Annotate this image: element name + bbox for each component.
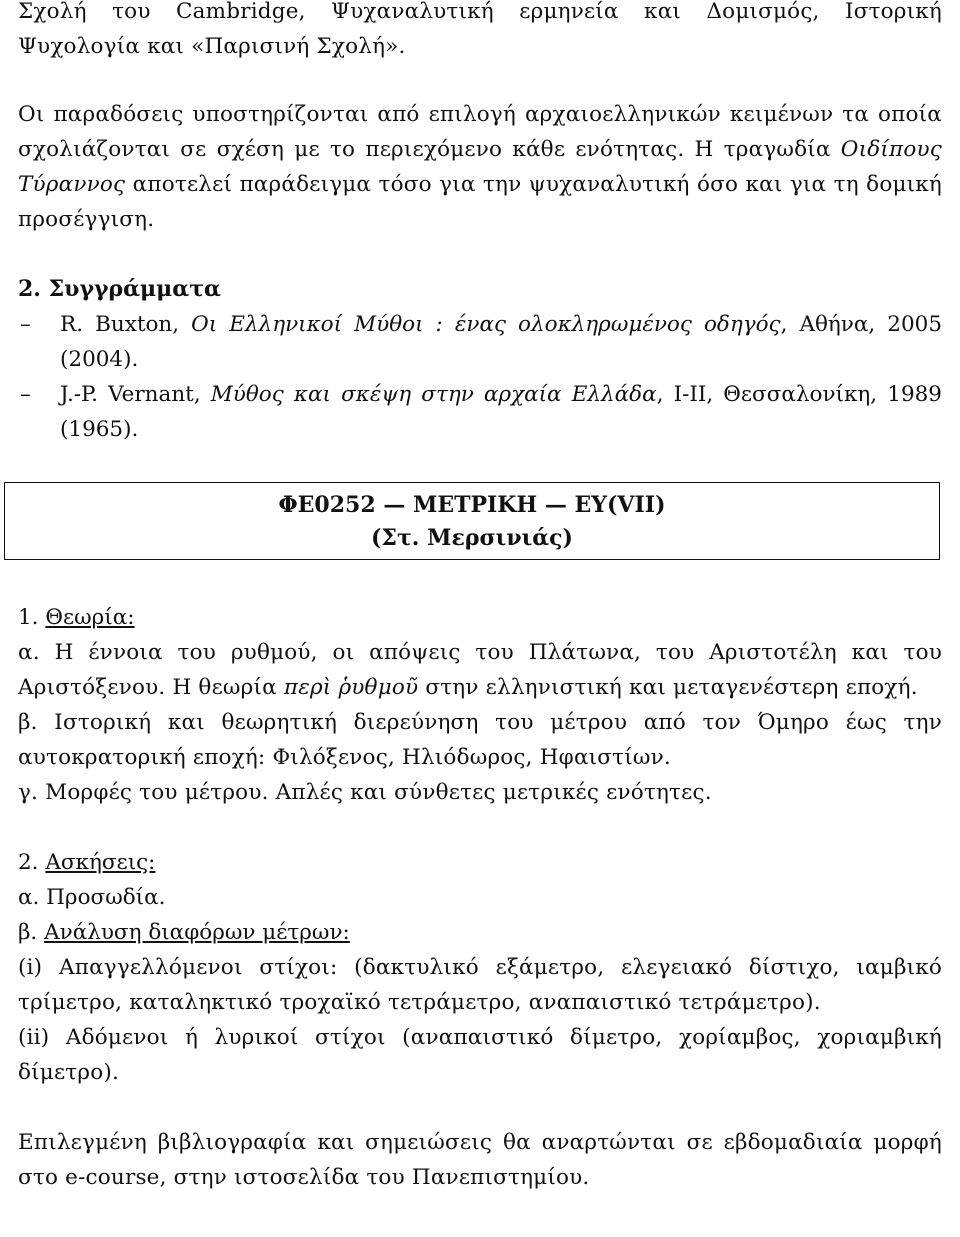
list-dash: – (20, 382, 31, 407)
lecture-text-start: Οι παραδόσεις υποστηρίζονται από επιλογή αρχαιοελληνικών κειμένων τα οποία σχολιάζονται σε σχέση με το περιεχόμενο κάθε ενότητας. Η τραγωδία (18, 102, 942, 162)
theory-item-a (18, 635, 942, 705)
lecture-text-end: αποτελεί παράδειγμα τόσο για την ψυχαναλυτική όσο και για τη δομική προσέγγιση. (18, 172, 942, 232)
course-code-title: ΦΕ0252 — ΜΕΤΡΙΚΗ — ΕΥ(VII) (278, 492, 666, 518)
course-instructor: (Στ. Μερσινιάς) (371, 525, 573, 551)
exercises-b-label: Ανάλυση διαφόρων μέτρων: (44, 920, 350, 945)
reference-title: Οι Ελληνικοί Μύθοι : ένας ολοκληρωμένος οδηγός (191, 312, 781, 337)
play-title: Οιδίπους Τύραννος (18, 137, 942, 197)
exercises-item-i: (i) Απαγγελλόμενοι στίχοι: (δακτυλικό εξάμετρο, ελεγειακό δίστιχο, ιαμβικό τρίμετρο, καταληκτικό τροχαϊκό τετράμετρο, αναπαιστικό τετράμετρο). (18, 955, 942, 1015)
footer-note: Επιλεγμένη βιβλιογραφία και σημειώσεις θα αναρτώνται σε εβδομαδιαία μορφή στο e-course, στην ιστοσελίδα του Πανεπιστημίου. (18, 1130, 942, 1190)
theory-number: 1. (18, 605, 46, 630)
exercises-item-b (18, 915, 942, 950)
exercises-number: 2. (18, 850, 46, 875)
exercises-label: Ασκήσεις: (45, 850, 156, 875)
reference-details: , I-II, Θεσσαλονίκη, 1989 (1965). (60, 382, 942, 442)
exercises-item-ii: (ii) Αδόμενοι ή λυρικοί στίχοι (αναπαιστικό δίμετρο, χορίαμβος, χοριαμβική δίμετρο). (18, 1025, 942, 1085)
theory-item-b: β. Ιστορική και θεωρητική διερεύνηση του μέτρου από τον Όμηρο έως την αυτοκρατορική εποχή: Φιλόξενος, Ηλιόδωρος, Ηφαιστίων. (18, 710, 942, 770)
theory-a-prefix: α. Η έννοια του ρυθμού, οι απόψεις του Πλάτωνα, του Αριστοτέλη και του Αριστόξενου. Η θεωρία (18, 640, 942, 700)
reference-title: Μύθος και σκέψη στην αρχαία Ελλάδα (210, 382, 657, 407)
reference-item (18, 377, 942, 447)
exercises-item-a: α. Προσωδία. (18, 885, 166, 910)
theory-a-suffix: στην ελληνιστική και μεταγενέστερη εποχή. (418, 675, 918, 700)
exercises-b-prefix: β. (18, 920, 45, 945)
reference-text (60, 377, 942, 447)
theory-a-greek: περὶ ῥυθμοῦ (283, 675, 419, 700)
course-title-box (4, 482, 940, 560)
intro-paragraph: Σχολή του Cambridge, Ψυχαναλυτική ερμηνεία και Δομισμός, Ιστορική Ψυχολογία και «Παρισινή Σχολή». (18, 0, 942, 59)
reference-item (18, 307, 942, 377)
exercises-heading (18, 845, 942, 880)
theory-item-c: γ. Μορφές του μέτρου. Απλές και σύνθετες μετρικές ενότητες. (18, 780, 712, 805)
syllabus-section (18, 600, 942, 1195)
theory-label: Θεωρία: (45, 605, 135, 630)
books-heading: 2. Συγγράμματα (18, 276, 221, 302)
lecture-paragraph (18, 97, 942, 237)
reference-author: R. Buxton, (60, 312, 192, 337)
reference-author: J.-P. Vernant, (60, 382, 211, 407)
list-dash: – (20, 312, 31, 337)
reference-text (60, 307, 942, 377)
reference-details: , Αθήνα, 2005 (2004). (60, 312, 942, 372)
theory-heading (18, 600, 942, 635)
